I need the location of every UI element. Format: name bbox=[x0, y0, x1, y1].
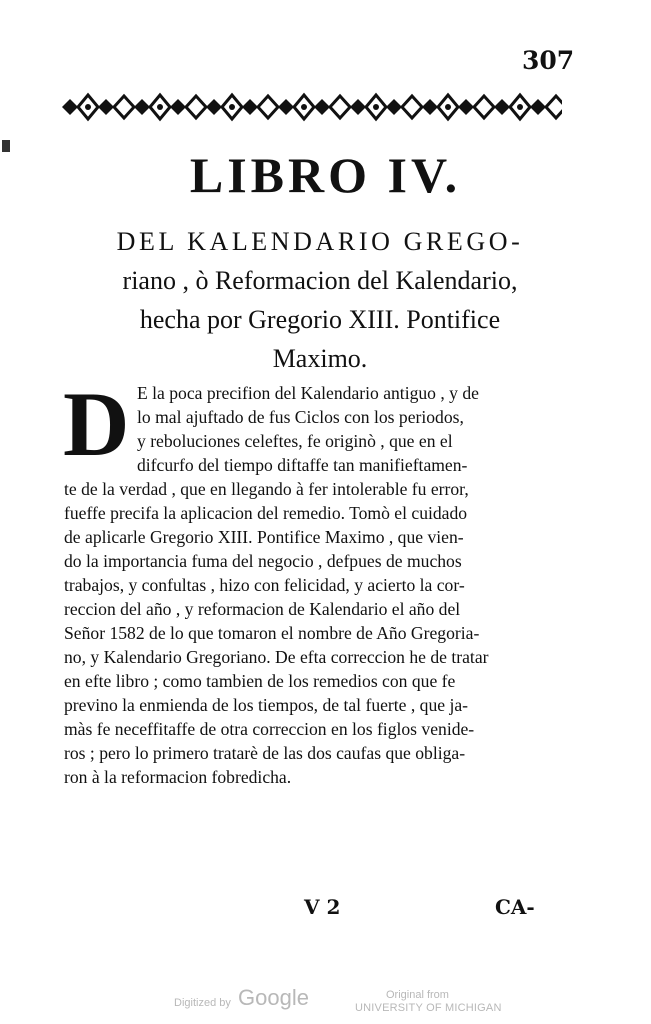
digitization-watermark bbox=[0, 985, 651, 1019]
body-line: y reboluciones celeftes, fe originò , que en el bbox=[137, 431, 453, 451]
watermark-google: Google bbox=[238, 985, 309, 1010]
gathering-signature: V 2 bbox=[304, 895, 341, 919]
watermark-university: UNIVERSITY OF MICHIGAN bbox=[355, 1002, 502, 1014]
subtitle-line: Maximo. bbox=[272, 344, 368, 373]
book-title: LIBRO IV. bbox=[189, 147, 462, 203]
body-line: te de la verdad , que en llegando à fer intolerable fu error, bbox=[64, 479, 469, 499]
body-line: difcurfo del tiempo diftaffe tan manifieftamen- bbox=[137, 455, 468, 475]
body-line: en efte libro ; como tambien de los remedios con que fe bbox=[64, 671, 456, 691]
body-line: ron à la reformacion fobredicha. bbox=[64, 767, 292, 787]
page-number: 307 bbox=[522, 46, 575, 75]
catchword: CA- bbox=[495, 895, 535, 919]
watermark-digitized-by: Digitized by bbox=[174, 997, 231, 1009]
body-line: previno la enmienda de los tiempos, de tal fuerte , que ja- bbox=[64, 695, 469, 715]
subtitle-line: riano , ò Reformacion del Kalendario, bbox=[122, 266, 518, 295]
body-line: Señor 1582 de lo que tomaron el nombre de Año Gregoria- bbox=[64, 623, 480, 643]
chapter-subtitle bbox=[60, 222, 580, 378]
margin-bleed-mark bbox=[2, 140, 10, 152]
subtitle-line: hecha por Gregorio XIII. Pontifice bbox=[139, 305, 501, 334]
body-line: màs fe neceffitaffe de otra correccion en los figlos venide- bbox=[64, 719, 475, 739]
body-line: E la poca precifion del Kalendario antiguo , y de bbox=[137, 383, 479, 403]
ornament-band bbox=[62, 90, 562, 124]
body-line: reccion del año , y reformacion de Kalendario el año del bbox=[64, 599, 461, 619]
body-line: do la importancia fuma del negocio , defpues de muchos bbox=[64, 551, 462, 571]
body-line: trabajos, y confultas , hizo con felicidad, y acierto la cor- bbox=[64, 575, 465, 595]
subtitle-line: DEL KALENDARIO GREGO- bbox=[116, 227, 524, 256]
body-line: no, y Kalendario Gregoriano. De efta correccion he de tratar bbox=[64, 647, 489, 667]
body-line: fueffe precifa la aplicacion del remedio. Tomò el cuidado bbox=[64, 503, 468, 523]
body-line: lo mal ajuftado de fus Ciclos con los periodos, bbox=[137, 407, 464, 427]
drop-cap: D bbox=[63, 373, 130, 475]
watermark-original-from: Original from bbox=[386, 989, 449, 1001]
body-line: de aplicarle Gregorio XIII. Pontifice Maximo , que vien- bbox=[64, 527, 464, 547]
body-line: ros ; pero lo primero tratarè de las dos caufas que obliga- bbox=[64, 743, 466, 763]
